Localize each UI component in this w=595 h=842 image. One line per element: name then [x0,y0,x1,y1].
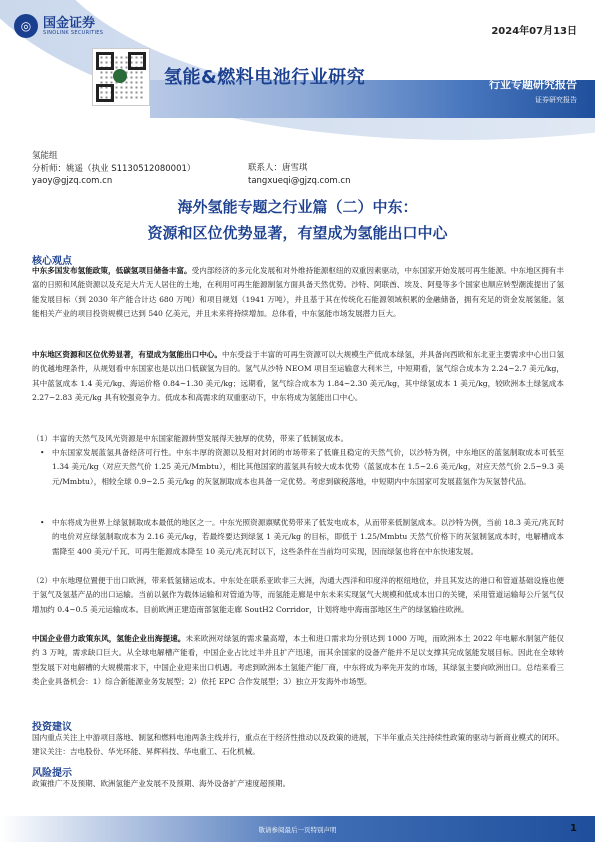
core-para-5 [32,632,564,689]
rating-badge: 买入（维持评级） [489,59,577,72]
logo-mark-icon: ◎ [14,14,38,38]
contact-name: 联系人：唐雪琪 [248,163,308,173]
analyst-block [32,150,195,188]
core-para-1-text: 受内部经济的多元化发展和对外维持能源枢纽的双重因素驱动，中东国家开始发展可再生能源。中东地区拥有丰富的日照和风能资源以及充足大片无人居住的土地，在利用可再生能源制氢方面具备天然优势。沙特、阿联酋、埃及、阿曼等多个国家也顺应转型潮流提出了氢能发展目标（到 2030 年产能合计达 680 万吨）和项目规划（1941 万吨），并且基于其在传统化石能源领域积累的金融储备，拥有充足的资金发展氢能。氢能相关产业的项目投资规模已达到 540 亿美元，并且未来将持续增加。总体看，中东氢能市场发展潜力巨大。 [32,266,565,318]
core-para-4: （2）中东地理位置便于出口欧洲，带来低氢储运成本。中东处在联系亚欧非三大洲，沟通大西洋和印度洋的枢纽地位，并且其发达的港口和管道基础设施也便于氢气及氢基产品的出口运输。当前以氨作为载体运输和对管道为等，而氢能走廊是中东未来实现氢气大规模和低成本出口的关键，采用管道运输每公斤氢气仅增加约 0.4~0.5 美元运输成本。目前欧洲正建造南部氢能走廊 SoutH2 Corridor，计划将地中海南部地区生产的绿氢输往欧洲。 [32,576,564,614]
core-para-2-lead: 中东地区资源和区位优势显著，有望成为氢能出口中心。 [32,350,222,359]
core-para-2-text: 中东受益于丰富的可再生资源可以大规模生产低成本绿氢，并具备向西欧和东北亚主要需求中心出口氢的优越地理条件，从规划看中东国家也是以出口低碳氢为目的。氢气从沙特 NEOM 项目至运输意大利米兰，中短期看，氢气综合成本为 2.24~2.7 美元/kg，其中蓝氢成本 1.4 美元/kg、海运价格 0.84~1.30 美元/kg；远期看，氢气综合成本为 1.84~2.30 美元/kg，其中绿氢成本 1 美元/kg，较欧洲本土绿氢成本 2.27~2.83 美元/kg 具有较强竞争力。低成本和高需求的双重驱动下，中东将成为氢能出口中心。 [32,350,564,402]
section-core: 核心观点 [32,256,72,267]
report-date: 2024年07月13日 [491,26,577,37]
doc-title-line2: 资源和区位优势显著，有望成为氢能出口中心 [147,224,448,242]
footer-disclaimer[interactable]: 敬请参阅最后一页特别声明 [258,826,337,834]
report-type: 行业专题研究报告 [489,78,577,91]
contact-email[interactable]: tangxueqi@gjzq.com.cn [248,175,351,186]
section-risk: 风险提示 [32,768,72,779]
analyst-email[interactable]: yaoy@gjzq.com.cn [32,176,113,186]
analyst-line: 分析师：姚遥（执业 S1130512080001） [32,163,196,174]
page-number: 1 [570,823,577,834]
core-para-5-text: 未来欧洲对绿氢的需求量高增，本土和进口需求均分别达到 1000 万吨，而欧洲本土 2022 年电解水制氢产能仅约 3 万吨，需求缺口巨大。从全球电解槽产能看，中国企业占比过半并且扩产迅速，而其余国家的设备产能并不足以支撑其完成氢能发展目标。因此在全球转型发展下对电解槽的大规模需求下，中国企业迎来出口机遇。考虑到欧洲本土氢能产能厂商，中东将成为率先开发的市场，其绿氢主要向欧洲出口。总结来看三类企业具备机会：1）综合新能源业务发展型；2）依托 EPC 合作发展型；3）独立开发海外市场型。 [32,634,564,686]
qr-code-icon [92,48,150,106]
core-bullet-2: • 中东将成为世界上绿氢制取成本最低的地区之一。中东光照资源禀赋优势带来了低发电成本，从而带来低制氢成本。以沙特为例，当前 18.3 美元/兆瓦时的电价对应绿氢制取成本为 2.16 美元/kg，若最终要达到绿氢 1 美元/kg 的目标，即低于 1.25/Mmbtu 天然气价格下的灰氢制氢成本时，电解槽成本需降至 400 美元/千瓦、可再生能源成本降至 10 美元/兆瓦时以下，这些条件在当前均可实现，因而绿氢也将在中东快速发展。 [40,516,564,559]
doc-title-line1: 海外氢能专题之行业篇（二）中东： [177,198,418,216]
report-title: 氢能&燃料电池行业研究 [164,67,366,88]
core-para-1-lead: 中东多国发布氢能政策，低碳氢项目储备丰富。 [32,266,192,275]
core-para-5-lead: 中国企业借力政策东风，氢能企业出海提速。 [32,634,186,643]
logo-en: SINOLINK SECURITIES [43,29,104,36]
core-para-2 [32,348,564,405]
analyst-group: 氢能组 [32,151,58,161]
logo-cn: 国金证券 [43,15,96,31]
core-bullet-1: • 中东国家发展蓝氢具备经济可行性。中东丰厚的资源以及相对封闭的市场带来了低廉且稳定的天然气价，以沙特为例，中东地区的蓝氢制取成本可低至 1.34 美元/kg（对应天然气价 1.25 美元/Mmbtu），相比其他国家的蓝氢具有较大成本优势（蓝氢成本在 1.5~2.6 美元/kg，对应天然气价 2.5~9.3 美元/Mmbtu），相较全球 0.9~2.5 美元/kg 的灰氢制取成本也具备一定优势。考虑到碳税落地，中短期内中东国家可发展蓝氢作为灰氢替代品。 [40,446,564,489]
core-para-1 [32,264,564,321]
risk-para: 政策推广不及预期、欧洲氢能产业发展不及预期、海外设备扩产速度超预期。 [32,779,291,788]
contact-block [248,162,350,187]
brand-logo [14,14,103,38]
core-para-3: （1）丰富的天然气及风光资源是中东国家能源转型发展得天独厚的优势，带来了低制氢成本。 [32,434,349,443]
invest-para: 国内重点关注上中游项目落地、制氢和燃料电池两条主线并行，重点在于经济性推动以及政策的进展，下半年重点关注持续性政策的驱动与新商业模式的闭环。建议关注：吉电股份、华光环能、昇辉科技、华电重工、石化机械。 [32,733,564,757]
section-invest: 投资建议 [32,722,72,733]
report-subtype: 证券研究报告 [535,96,577,104]
